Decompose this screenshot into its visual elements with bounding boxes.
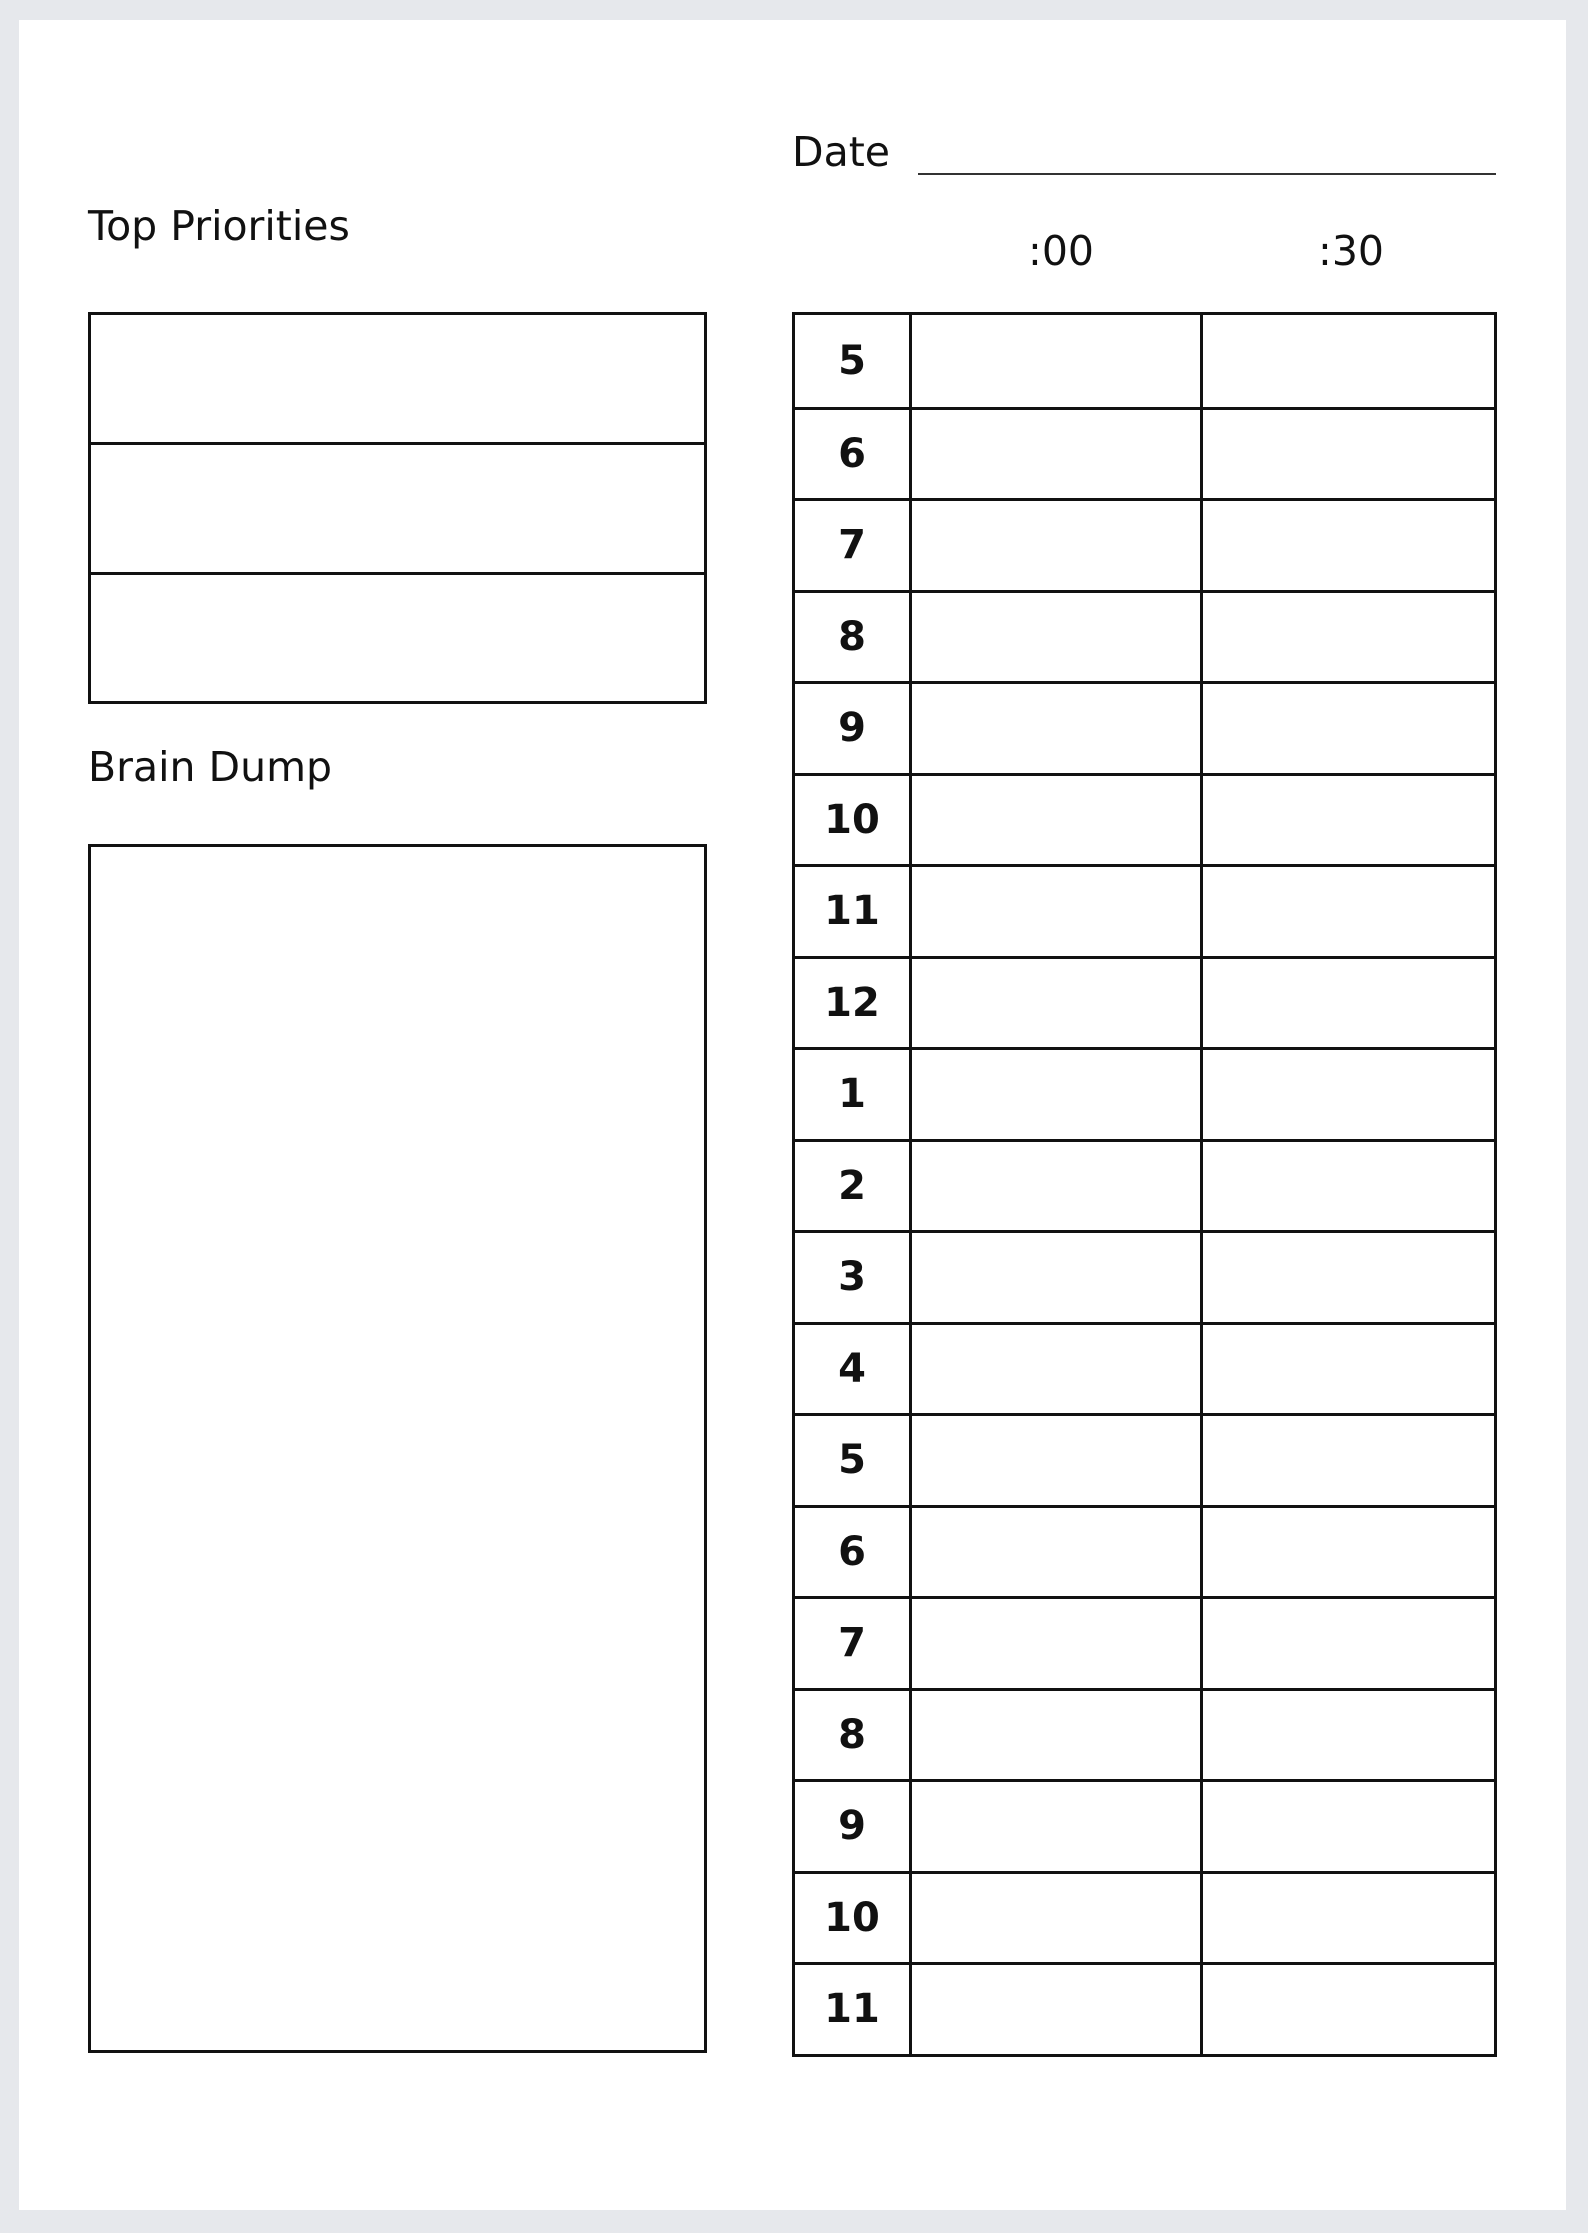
slot-30-cell[interactable] <box>1203 684 1494 773</box>
hour-label: 8 <box>795 1691 912 1780</box>
schedule-row <box>795 681 1494 773</box>
hour-label: 11 <box>795 1965 912 2054</box>
brain-dump-heading: Brain Dump <box>88 743 333 791</box>
hour-label: 6 <box>795 410 912 499</box>
column-header-30: :30 <box>1318 227 1384 275</box>
hour-label: 9 <box>795 1782 912 1871</box>
slot-00-cell[interactable] <box>912 1599 1203 1688</box>
hourly-schedule-table <box>792 312 1497 2057</box>
slot-00-cell[interactable] <box>912 867 1203 956</box>
slot-30-cell[interactable] <box>1203 1965 1494 2054</box>
hour-label: 7 <box>795 1599 912 1688</box>
slot-30-cell[interactable] <box>1203 1233 1494 1322</box>
hour-label: 2 <box>795 1142 912 1231</box>
hour-label: 9 <box>795 684 912 773</box>
schedule-row <box>795 1962 1494 2054</box>
schedule-row <box>795 1413 1494 1505</box>
slot-30-cell[interactable] <box>1203 776 1494 865</box>
slot-00-cell[interactable] <box>912 1965 1203 2054</box>
schedule-row <box>795 1139 1494 1231</box>
slot-30-cell[interactable] <box>1203 1050 1494 1139</box>
slot-00-cell[interactable] <box>912 776 1203 865</box>
schedule-row <box>795 864 1494 956</box>
hour-label: 10 <box>795 776 912 865</box>
slot-00-cell[interactable] <box>912 959 1203 1048</box>
schedule-row <box>795 1047 1494 1139</box>
schedule-row <box>795 1871 1494 1963</box>
schedule-row <box>795 315 1494 407</box>
slot-30-cell[interactable] <box>1203 501 1494 590</box>
slot-30-cell[interactable] <box>1203 1508 1494 1597</box>
brain-dump-box[interactable] <box>88 844 707 2053</box>
hour-label: 4 <box>795 1325 912 1414</box>
slot-30-cell[interactable] <box>1203 1691 1494 1780</box>
slot-00-cell[interactable] <box>912 1782 1203 1871</box>
slot-30-cell[interactable] <box>1203 1782 1494 1871</box>
column-header-00: :00 <box>1028 227 1094 275</box>
slot-00-cell[interactable] <box>912 1691 1203 1780</box>
slot-00-cell[interactable] <box>912 315 1203 407</box>
slot-30-cell[interactable] <box>1203 410 1494 499</box>
slot-30-cell[interactable] <box>1203 1416 1494 1505</box>
slot-00-cell[interactable] <box>912 1874 1203 1963</box>
hour-label: 12 <box>795 959 912 1048</box>
hour-label: 11 <box>795 867 912 956</box>
slot-30-cell[interactable] <box>1203 1142 1494 1231</box>
schedule-row <box>795 773 1494 865</box>
slot-00-cell[interactable] <box>912 684 1203 773</box>
schedule-row <box>795 1322 1494 1414</box>
hour-label: 7 <box>795 501 912 590</box>
priority-divider <box>91 572 704 575</box>
slot-30-cell[interactable] <box>1203 959 1494 1048</box>
hour-label: 5 <box>795 315 912 407</box>
slot-00-cell[interactable] <box>912 410 1203 499</box>
schedule-row <box>795 1688 1494 1780</box>
date-input-line[interactable] <box>918 173 1496 175</box>
slot-00-cell[interactable] <box>912 1416 1203 1505</box>
schedule-row <box>795 1505 1494 1597</box>
schedule-row <box>795 407 1494 499</box>
schedule-row <box>795 590 1494 682</box>
hour-label: 1 <box>795 1050 912 1139</box>
slot-00-cell[interactable] <box>912 501 1203 590</box>
planner-page <box>19 20 1566 2210</box>
schedule-row <box>795 956 1494 1048</box>
slot-00-cell[interactable] <box>912 1325 1203 1414</box>
schedule-row <box>795 1779 1494 1871</box>
slot-30-cell[interactable] <box>1203 867 1494 956</box>
top-priorities-box <box>88 312 707 704</box>
slot-30-cell[interactable] <box>1203 1325 1494 1414</box>
top-priorities-heading: Top Priorities <box>88 202 350 250</box>
slot-30-cell[interactable] <box>1203 1874 1494 1963</box>
slot-00-cell[interactable] <box>912 1508 1203 1597</box>
slot-00-cell[interactable] <box>912 1050 1203 1139</box>
schedule-row <box>795 498 1494 590</box>
hour-label: 3 <box>795 1233 912 1322</box>
slot-30-cell[interactable] <box>1203 315 1494 407</box>
slot-30-cell[interactable] <box>1203 593 1494 682</box>
hour-label: 8 <box>795 593 912 682</box>
slot-00-cell[interactable] <box>912 1233 1203 1322</box>
slot-00-cell[interactable] <box>912 593 1203 682</box>
schedule-row <box>795 1596 1494 1688</box>
hour-label: 6 <box>795 1508 912 1597</box>
slot-00-cell[interactable] <box>912 1142 1203 1231</box>
slot-30-cell[interactable] <box>1203 1599 1494 1688</box>
priority-divider <box>91 442 704 445</box>
schedule-row <box>795 1230 1494 1322</box>
date-label: Date <box>792 128 890 176</box>
hour-label: 10 <box>795 1874 912 1963</box>
hour-label: 5 <box>795 1416 912 1505</box>
